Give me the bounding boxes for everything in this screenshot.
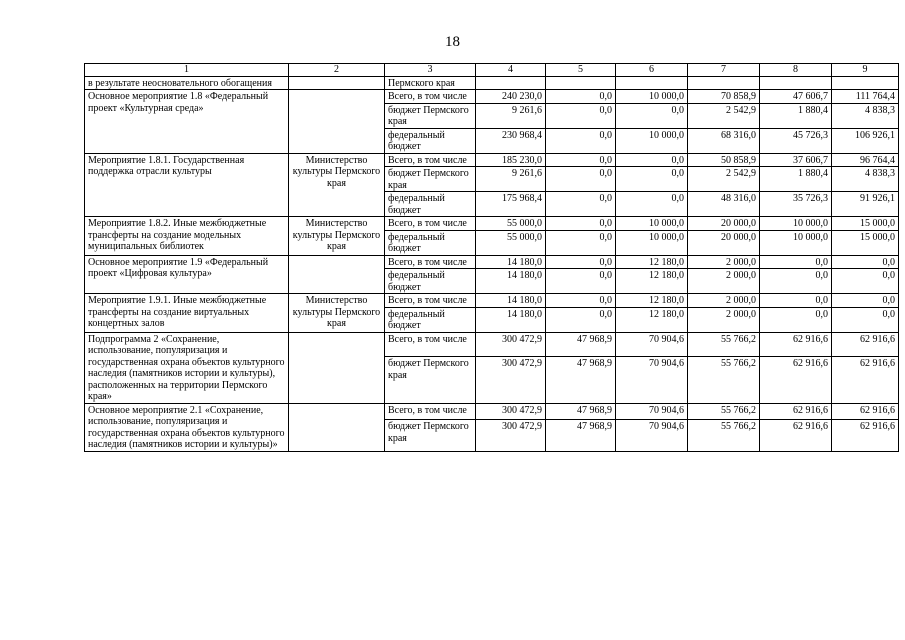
- amount-cell: 55 766,2: [688, 357, 760, 403]
- amount-cell: 15 000,0: [832, 217, 899, 231]
- page-number: 18: [445, 34, 460, 50]
- table-body: [85, 64, 899, 452]
- amount-cell: 0,0: [546, 153, 616, 167]
- amount-cell: 0,0: [832, 269, 899, 294]
- amount-cell: 62 916,6: [832, 357, 899, 403]
- executor-cell: Министерство культуры Пермского края: [289, 153, 385, 217]
- executor-cell: Министерство культуры Пермского края: [289, 217, 385, 256]
- amount-cell: 300 472,9: [476, 420, 546, 451]
- amount-cell: [546, 76, 616, 90]
- funding-source-cell: бюджет Пермского края: [385, 420, 476, 451]
- amount-cell: 0,0: [546, 217, 616, 231]
- table-row: [85, 217, 899, 231]
- amount-cell: 20 000,0: [688, 230, 760, 255]
- amount-cell: [616, 76, 688, 90]
- table-row: [85, 76, 899, 90]
- amount-cell: 50 858,9: [688, 153, 760, 167]
- funding-source-cell: федеральный бюджет: [385, 192, 476, 217]
- amount-cell: 300 472,9: [476, 332, 546, 357]
- funding-source-cell: Всего, в том числе: [385, 294, 476, 308]
- amount-cell: 0,0: [760, 307, 832, 332]
- amount-cell: 0,0: [616, 192, 688, 217]
- funding-source-cell: федеральный бюджет: [385, 128, 476, 153]
- amount-cell: 0,0: [546, 128, 616, 153]
- amount-cell: 0,0: [616, 153, 688, 167]
- amount-cell: 10 000,0: [616, 90, 688, 104]
- header-cell: 4: [476, 64, 546, 77]
- amount-cell: 14 180,0: [476, 307, 546, 332]
- amount-cell: 70 904,6: [616, 357, 688, 403]
- amount-cell: 0,0: [546, 307, 616, 332]
- amount-cell: 0,0: [546, 192, 616, 217]
- budget-table: [84, 63, 899, 452]
- amount-cell: [688, 76, 760, 90]
- amount-cell: 0,0: [832, 255, 899, 269]
- amount-cell: 0,0: [832, 294, 899, 308]
- amount-cell: 106 926,1: [832, 128, 899, 153]
- funding-source-cell: Всего, в том числе: [385, 403, 476, 420]
- amount-cell: 4 838,3: [832, 103, 899, 128]
- table-row: [85, 403, 899, 420]
- amount-cell: 70 904,6: [616, 403, 688, 420]
- funding-source-cell: Пермского края: [385, 76, 476, 90]
- header-cell: 8: [760, 64, 832, 77]
- header-cell: 6: [616, 64, 688, 77]
- header-cell: 3: [385, 64, 476, 77]
- amount-cell: 0,0: [546, 255, 616, 269]
- amount-cell: 175 968,4: [476, 192, 546, 217]
- funding-source-cell: бюджет Пермского края: [385, 167, 476, 192]
- funding-source-cell: бюджет Пермского края: [385, 103, 476, 128]
- activity-name-cell: Мероприятие 1.9.1. Иные межбюджетные трансферты на создание виртуальных концертных залов: [85, 294, 289, 333]
- amount-cell: 240 230,0: [476, 90, 546, 104]
- amount-cell: 9 261,6: [476, 103, 546, 128]
- funding-source-cell: Всего, в том числе: [385, 255, 476, 269]
- amount-cell: 47 968,9: [546, 403, 616, 420]
- header-row: [85, 64, 899, 77]
- amount-cell: 230 968,4: [476, 128, 546, 153]
- activity-name-cell: Основное мероприятие 1.9 «Федеральный проект «Цифровая культура»: [85, 255, 289, 294]
- header-cell: 5: [546, 64, 616, 77]
- amount-cell: 37 606,7: [760, 153, 832, 167]
- amount-cell: 0,0: [546, 230, 616, 255]
- amount-cell: [832, 76, 899, 90]
- amount-cell: 47 968,9: [546, 420, 616, 451]
- amount-cell: 20 000,0: [688, 217, 760, 231]
- funding-source-cell: Всего, в том числе: [385, 90, 476, 104]
- executor-cell: Министерство культуры Пермского края: [289, 294, 385, 333]
- funding-source-cell: федеральный бюджет: [385, 230, 476, 255]
- amount-cell: 14 180,0: [476, 269, 546, 294]
- amount-cell: 0,0: [546, 167, 616, 192]
- amount-cell: 55 766,2: [688, 332, 760, 357]
- executor-cell: [289, 90, 385, 154]
- activity-name-cell: в результате неосновательного обогащения: [85, 76, 289, 90]
- amount-cell: 35 726,3: [760, 192, 832, 217]
- funding-source-cell: федеральный бюджет: [385, 269, 476, 294]
- header-cell: 1: [85, 64, 289, 77]
- amount-cell: 0,0: [760, 294, 832, 308]
- amount-cell: [760, 76, 832, 90]
- activity-name-cell: Подпрограмма 2 «Сохранение, использование, популяризация и государственная охрана объектов культурного наследия (памятников истории и культуры), расположенных на территории Пермского края»: [85, 332, 289, 403]
- amount-cell: 2 000,0: [688, 269, 760, 294]
- amount-cell: 55 766,2: [688, 403, 760, 420]
- funding-source-cell: бюджет Пермского края: [385, 357, 476, 403]
- amount-cell: 10 000,0: [760, 230, 832, 255]
- amount-cell: 70 858,9: [688, 90, 760, 104]
- amount-cell: 70 904,6: [616, 332, 688, 357]
- funding-source-cell: Всего, в том числе: [385, 217, 476, 231]
- table-row: [85, 332, 899, 357]
- amount-cell: 111 764,4: [832, 90, 899, 104]
- executor-cell: [289, 332, 385, 403]
- amount-cell: 1 880,4: [760, 103, 832, 128]
- activity-name-cell: Мероприятие 1.8.2. Иные межбюджетные трансферты на создание модельных муниципальных библиотек: [85, 217, 289, 256]
- amount-cell: 62 916,6: [760, 420, 832, 451]
- amount-cell: 2 000,0: [688, 255, 760, 269]
- amount-cell: 55 000,0: [476, 217, 546, 231]
- amount-cell: 10 000,0: [616, 217, 688, 231]
- amount-cell: 47 606,7: [760, 90, 832, 104]
- amount-cell: 14 180,0: [476, 255, 546, 269]
- amount-cell: 0,0: [546, 90, 616, 104]
- amount-cell: 185 230,0: [476, 153, 546, 167]
- amount-cell: 12 180,0: [616, 307, 688, 332]
- activity-name-cell: Основное мероприятие 2.1 «Сохранение, использование, популяризация и государственная охрана объектов культурного наследия (памятников истории и культуры)»: [85, 403, 289, 451]
- amount-cell: 62 916,6: [832, 420, 899, 451]
- amount-cell: 68 316,0: [688, 128, 760, 153]
- funding-source-cell: Всего, в том числе: [385, 153, 476, 167]
- table-row: [85, 153, 899, 167]
- amount-cell: 55 000,0: [476, 230, 546, 255]
- amount-cell: [476, 76, 546, 90]
- amount-cell: 62 916,6: [832, 403, 899, 420]
- amount-cell: 2 000,0: [688, 294, 760, 308]
- amount-cell: 0,0: [832, 307, 899, 332]
- header-cell: 7: [688, 64, 760, 77]
- amount-cell: 12 180,0: [616, 269, 688, 294]
- header-cell: 2: [289, 64, 385, 77]
- amount-cell: 15 000,0: [832, 230, 899, 255]
- amount-cell: 62 916,6: [832, 332, 899, 357]
- table-row: [85, 90, 899, 104]
- header-cell: 9: [832, 64, 899, 77]
- amount-cell: 48 316,0: [688, 192, 760, 217]
- amount-cell: 300 472,9: [476, 357, 546, 403]
- amount-cell: 47 968,9: [546, 357, 616, 403]
- executor-cell: [289, 76, 385, 90]
- amount-cell: 10 000,0: [616, 128, 688, 153]
- executor-cell: [289, 403, 385, 451]
- funding-source-cell: Всего, в том числе: [385, 332, 476, 357]
- amount-cell: 0,0: [760, 255, 832, 269]
- amount-cell: 10 000,0: [616, 230, 688, 255]
- activity-name-cell: Мероприятие 1.8.1. Государственная поддержка отрасли культуры: [85, 153, 289, 217]
- amount-cell: 4 838,3: [832, 167, 899, 192]
- amount-cell: 0,0: [760, 269, 832, 294]
- amount-cell: 62 916,6: [760, 357, 832, 403]
- amount-cell: 55 766,2: [688, 420, 760, 451]
- amount-cell: 2 542,9: [688, 167, 760, 192]
- amount-cell: 14 180,0: [476, 294, 546, 308]
- amount-cell: 12 180,0: [616, 294, 688, 308]
- amount-cell: 0,0: [546, 269, 616, 294]
- amount-cell: 9 261,6: [476, 167, 546, 192]
- amount-cell: 12 180,0: [616, 255, 688, 269]
- table-row: [85, 294, 899, 308]
- amount-cell: 2 000,0: [688, 307, 760, 332]
- amount-cell: 47 968,9: [546, 332, 616, 357]
- funding-source-cell: федеральный бюджет: [385, 307, 476, 332]
- amount-cell: 96 764,4: [832, 153, 899, 167]
- executor-cell: [289, 255, 385, 294]
- table-row: [85, 255, 899, 269]
- amount-cell: 0,0: [616, 103, 688, 128]
- amount-cell: 0,0: [546, 294, 616, 308]
- amount-cell: 0,0: [616, 167, 688, 192]
- amount-cell: 2 542,9: [688, 103, 760, 128]
- amount-cell: 300 472,9: [476, 403, 546, 420]
- amount-cell: 45 726,3: [760, 128, 832, 153]
- amount-cell: 70 904,6: [616, 420, 688, 451]
- amount-cell: 10 000,0: [760, 217, 832, 231]
- amount-cell: 62 916,6: [760, 403, 832, 420]
- activity-name-cell: Основное мероприятие 1.8 «Федеральный проект «Культурная среда»: [85, 90, 289, 154]
- amount-cell: 1 880,4: [760, 167, 832, 192]
- amount-cell: 0,0: [546, 103, 616, 128]
- amount-cell: 91 926,1: [832, 192, 899, 217]
- amount-cell: 62 916,6: [760, 332, 832, 357]
